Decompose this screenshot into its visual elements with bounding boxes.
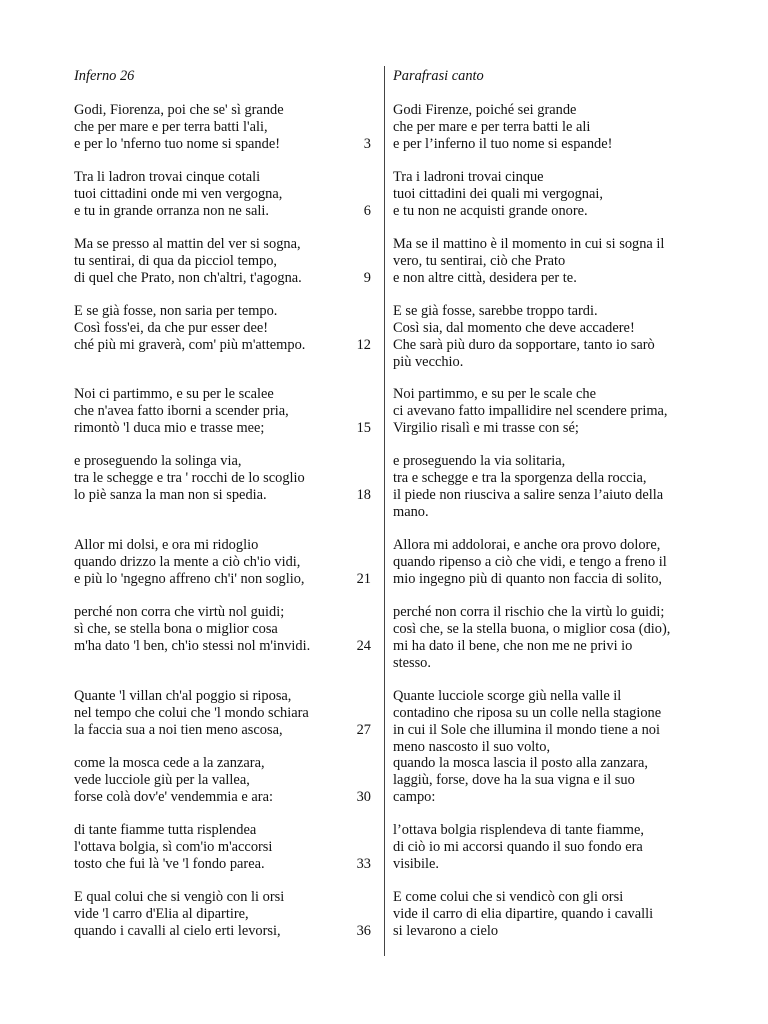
paraphrase-line: più vecchio. <box>393 354 464 370</box>
paraphrase-line: Quante lucciole scorge giù nella valle il <box>393 688 622 704</box>
verse-line: tosto che fui là 've 'l fondo parea. <box>74 856 265 872</box>
verse-stanza <box>74 537 374 588</box>
verse-line: Noi ci partimmo, e su per le scalee <box>74 386 274 402</box>
paraphrase-line: l’ottava bolgia risplendeva di tante fiamme, <box>393 822 644 838</box>
verse-line: tra le schegge e tra ' rocchi de lo scoglio <box>74 470 305 486</box>
line-number: 15 <box>356 420 371 436</box>
verse-stanza <box>74 169 374 220</box>
verse-line: che n'avea fatto iborni a scender pria, <box>74 403 289 419</box>
paraphrase-line: ci avevano fatto impallidire nel scendere prima, <box>393 403 668 419</box>
paraphrase-stanza <box>393 537 698 588</box>
paraphrase-stanza <box>393 236 698 287</box>
verse-line: e più lo 'ngegno affreno ch'i' non soglio, <box>74 571 305 587</box>
verse-line: perché non corra che virtù nol guidi; <box>74 604 285 620</box>
verse-line: e proseguendo la solinga via, <box>74 453 242 469</box>
verse-stanza <box>74 755 374 806</box>
verse-stanza <box>74 822 374 873</box>
verse-line: ché più mi graverà, com' più m'attempo. <box>74 337 306 353</box>
paraphrase-line: mio ingegno più di quanto non faccia di solito, <box>393 571 662 587</box>
paraphrase-line: E se già fosse, sarebbe troppo tardi. <box>393 303 598 319</box>
verse-stanza <box>74 386 374 437</box>
verse-line: come la mosca cede a la zanzara, <box>74 755 265 771</box>
paraphrase-line: mi ha dato il bene, che non me ne privi io <box>393 638 633 654</box>
line-number: 18 <box>356 487 371 503</box>
line-number: 9 <box>363 270 371 286</box>
paraphrase-line: e tu non ne acquisti grande onore. <box>393 203 588 219</box>
verse-line: vede lucciole giù per la vallea, <box>74 772 250 788</box>
line-number: 24 <box>356 638 371 654</box>
paraphrase-line: quando la mosca lascia il posto alla zanzara, <box>393 755 648 771</box>
paraphrase-line: e per l’inferno il tuo nome si espande! <box>393 136 613 152</box>
paraphrase-line: vide il carro di elia dipartire, quando i cavalli <box>393 906 654 922</box>
paraphrase-line: mano. <box>393 504 429 520</box>
verse-line: e per lo 'nferno tuo nome si spande! <box>74 136 281 152</box>
verse-stanza <box>74 889 374 940</box>
line-number: 33 <box>356 856 371 872</box>
verse-line: forse colà dov'e' vendemmia e ara: <box>74 789 273 805</box>
paraphrase-stanza <box>393 169 698 220</box>
verse-stanza <box>74 102 374 153</box>
verse-stanza <box>74 604 374 655</box>
paraphrase-line: quando ripenso a ciò che vidi, e tengo a freno il <box>393 554 667 570</box>
verse-stanza <box>74 303 374 354</box>
paraphrase-line: Virgilio risalì e mi trasse con sé; <box>393 420 579 436</box>
paraphrase-line: stesso. <box>393 655 431 671</box>
verse-line: e tu in grande orranza non ne sali. <box>74 203 269 219</box>
verse-line: Così foss'ei, da che pur esser dee! <box>74 320 269 336</box>
verse-line: quando i cavalli al cielo erti levorsi, <box>74 923 281 939</box>
paraphrase-line: visibile. <box>393 856 439 872</box>
paraphrase-line: Noi partimmo, e su per le scale che <box>393 386 596 402</box>
paraphrase-stanza <box>393 755 698 806</box>
paraphrase-line: tra e schegge e tra la sporgenza della roccia, <box>393 470 647 486</box>
paraphrase-line: tuoi cittadini dei quali mi vergognai, <box>393 186 603 202</box>
paraphrase-line: così che, se la stella buona, o miglior cosa (dio), <box>393 621 671 637</box>
paraphrase-stanza <box>393 822 698 873</box>
paraphrase-line: Tra i ladroni trovai cinque <box>393 169 544 185</box>
paraphrase-line: Allora mi addolorai, e anche ora provo dolore, <box>393 537 661 553</box>
verse-line: lo piè sanza la man non si spedia. <box>74 487 267 503</box>
paraphrase-line: di ciò io mi accorsi quando il suo fondo era <box>393 839 643 855</box>
paraphrase-line: meno nascosto il suo volto, <box>393 739 551 755</box>
line-number: 12 <box>356 337 371 353</box>
verse-line: tu sentirai, di qua da picciol tempo, <box>74 253 278 269</box>
verse-stanza <box>74 688 374 739</box>
paraphrase-stanza <box>393 604 698 672</box>
line-number: 6 <box>363 203 371 219</box>
verse-line: vide 'l carro d'Elia al dipartire, <box>74 906 249 922</box>
paraphrase-line: vero, tu sentirai, ciò che Prato <box>393 253 566 269</box>
paraphrase-line: Godi Firenze, poiché sei grande <box>393 102 577 118</box>
verse-line: Ma se presso al mattin del ver si sogna, <box>74 236 301 252</box>
paraphrase-line: contadino che riposa su un colle nella stagione <box>393 705 662 721</box>
verse-stanza <box>74 236 374 287</box>
verse-line: Tra li ladron trovai cinque cotali <box>74 169 261 185</box>
paraphrase-line: si levarono a cielo <box>393 923 499 939</box>
line-number: 30 <box>356 789 371 805</box>
line-number: 27 <box>356 722 371 738</box>
verse-line: E se già fosse, non saria per tempo. <box>74 303 278 319</box>
verse-line: sì che, se stella bona o miglior cosa <box>74 621 278 637</box>
verse-line: m'ha dato 'l ben, ch'io stessi nol m'invidi. <box>74 638 311 654</box>
verse-line: di quel che Prato, non ch'altri, t'agogna. <box>74 270 302 286</box>
verse-line: che per mare e per terra batti l'ali, <box>74 119 268 135</box>
paraphrase-stanza <box>393 386 698 437</box>
verse-line: di tante fiamme tutta risplendea <box>74 822 257 838</box>
right-column-header: Parafrasi canto <box>393 68 484 84</box>
verse-line: Quante 'l villan ch'al poggio si riposa, <box>74 688 292 704</box>
verse-line: Allor mi dolsi, e ora mi ridoglio <box>74 537 259 553</box>
left-column-header: Inferno 26 <box>74 68 135 84</box>
verse-line: l'ottava bolgia, sì com'io m'accorsi <box>74 839 273 855</box>
line-number: 36 <box>356 923 371 939</box>
paraphrase-line: perché non corra il rischio che la virtù lo guidi; <box>393 604 665 620</box>
paraphrase-stanza <box>393 688 698 756</box>
paraphrase-line: e proseguendo la via solitaria, <box>393 453 566 469</box>
verse-line: rimontò 'l duca mio e trasse mee; <box>74 420 265 436</box>
paraphrase-stanza <box>393 303 698 371</box>
verse-line: tuoi cittadini onde mi ven vergogna, <box>74 186 283 202</box>
verse-line: Godi, Fiorenza, poi che se' sì grande <box>74 102 284 118</box>
paraphrase-line: il piede non riusciva a salire senza l’aiuto della <box>393 487 664 503</box>
paraphrase-stanza <box>393 102 698 153</box>
paraphrase-stanza <box>393 889 698 940</box>
paraphrase-line: Che sarà più duro da sopportare, tanto io sarò <box>393 337 655 353</box>
paraphrase-line: Così sia, dal momento che deve accadere! <box>393 320 635 336</box>
verse-line: nel tempo che colui che 'l mondo schiara <box>74 705 309 721</box>
paraphrase-stanza <box>393 453 698 521</box>
verse-stanza <box>74 453 374 504</box>
line-number: 21 <box>356 571 371 587</box>
paraphrase-line: in cui il Sole che illumina il mondo tiene a noi <box>393 722 660 738</box>
column-divider <box>384 66 385 956</box>
paraphrase-line: E come colui che si vendicò con gli orsi <box>393 889 624 905</box>
verse-line: quando drizzo la mente a ciò ch'io vidi, <box>74 554 301 570</box>
paraphrase-line: e non altre città, desidera per te. <box>393 270 577 286</box>
verse-line: E qual colui che si vengiò con li orsi <box>74 889 285 905</box>
paraphrase-line: Ma se il mattino è il momento in cui si sogna il <box>393 236 665 252</box>
verse-line: la faccia sua a noi tien meno ascosa, <box>74 722 283 738</box>
paraphrase-line: che per mare e per terra batti le ali <box>393 119 591 135</box>
paraphrase-line: laggiù, forse, dove ha la sua vigna e il suo <box>393 772 635 788</box>
paraphrase-line: campo: <box>393 789 436 805</box>
line-number: 3 <box>363 136 371 152</box>
